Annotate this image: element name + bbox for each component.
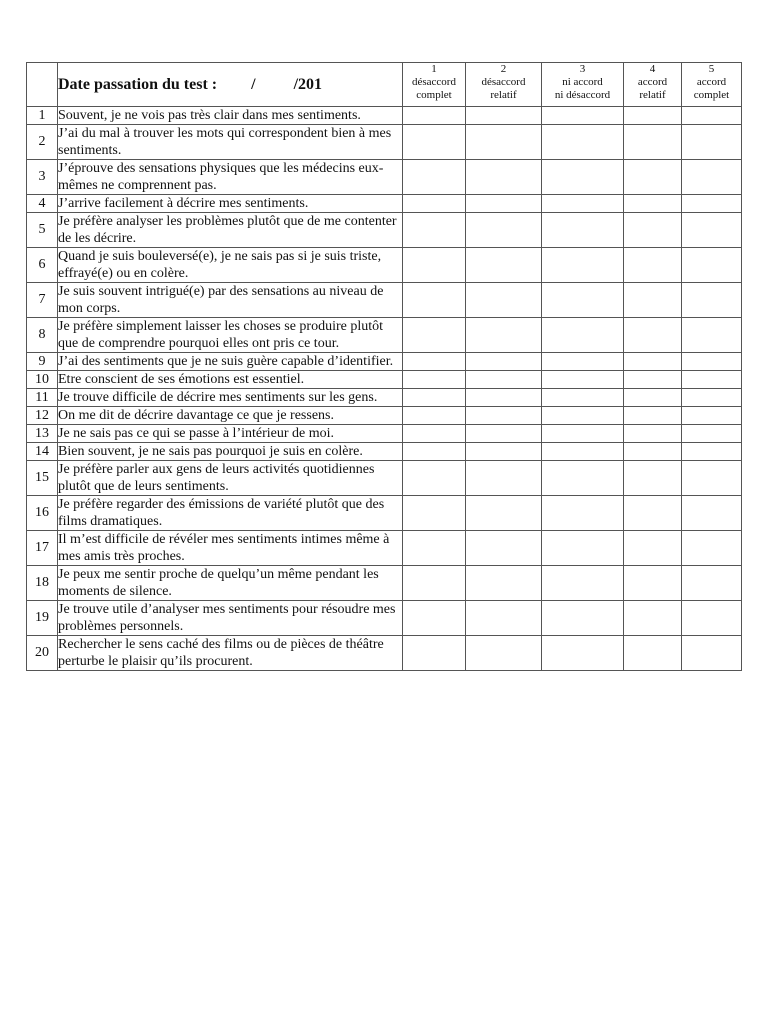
question-number: 12 [27,407,58,425]
question-row [27,213,742,248]
question-row [27,389,742,407]
answer-cell-5[interactable] [682,125,742,160]
scale-header-3 [542,63,624,107]
answer-cell-2[interactable] [466,371,542,389]
question-text: Je préfère regarder des émissions de variété plutôt que des films dramatiques. [58,496,403,531]
answer-cell-4[interactable] [624,248,682,283]
answer-cell-3[interactable] [542,318,624,353]
question-number: 8 [27,318,58,353]
question-text: Je préfère analyser les problèmes plutôt que de me contenter de les décrire. [58,213,403,248]
answer-cell-3[interactable] [542,425,624,443]
answer-cell-4[interactable] [624,107,682,125]
question-row [27,353,742,371]
answer-cell-4[interactable] [624,318,682,353]
answer-cell-4[interactable] [624,213,682,248]
answer-cell-2[interactable] [466,353,542,371]
question-row [27,566,742,601]
question-number: 7 [27,283,58,318]
scale-number: 3 [579,63,586,75]
question-text: Je trouve utile d’analyser mes sentiments pour résoudre mes problèmes personnels. [58,601,403,636]
question-number: 18 [27,566,58,601]
answer-cell-3[interactable] [542,407,624,425]
answer-cell-1[interactable] [403,195,466,213]
answer-cell-2[interactable] [466,566,542,601]
question-row [27,461,742,496]
answer-cell-5[interactable] [682,531,742,566]
question-number: 2 [27,125,58,160]
answer-cell-5[interactable] [682,107,742,125]
answer-cell-2[interactable] [466,318,542,353]
answer-cell-1[interactable] [403,425,466,443]
header-corner-cell [27,63,58,107]
question-row [27,107,742,125]
answer-cell-5[interactable] [682,443,742,461]
answer-cell-3[interactable] [542,125,624,160]
answer-cell-5[interactable] [682,248,742,283]
answer-cell-4[interactable] [624,283,682,318]
answer-cell-3[interactable] [542,371,624,389]
answer-cell-1[interactable] [403,283,466,318]
answer-cell-2[interactable] [466,425,542,443]
answer-cell-3[interactable] [542,213,624,248]
answer-cell-5[interactable] [682,601,742,636]
answer-cell-3[interactable] [542,443,624,461]
answer-cell-2[interactable] [466,389,542,407]
question-number: 14 [27,443,58,461]
question-number: 19 [27,601,58,636]
answer-cell-2[interactable] [466,107,542,125]
scale-number: 1 [431,63,437,75]
answer-cell-4[interactable] [624,160,682,195]
answer-cell-4[interactable] [624,443,682,461]
question-row [27,195,742,213]
scale-label: ni accord [562,76,603,88]
question-number: 10 [27,371,58,389]
question-number: 4 [27,195,58,213]
question-text: Je préfère parler aux gens de leurs activités quotidiennes plutôt que de leurs sentiments. [58,461,403,496]
scale-number: 5 [708,63,715,75]
test-date-label: Date passation du test : [58,75,218,93]
question-row [27,496,742,531]
question-number: 16 [27,496,58,531]
answer-cell-4[interactable] [624,496,682,531]
answer-cell-3[interactable] [542,496,624,531]
question-text: J’ai du mal à trouver les mots qui correspondent bien à mes sentiments. [58,125,403,160]
scale-label: accord [696,76,727,88]
answer-cell-3[interactable] [542,636,624,671]
answer-cell-5[interactable] [682,371,742,389]
answer-cell-2[interactable] [466,195,542,213]
question-number: 6 [27,248,58,283]
question-text: J’arrive facilement à décrire mes sentiments. [58,195,403,213]
answer-cell-4[interactable] [624,195,682,213]
answer-cell-3[interactable] [542,566,624,601]
question-text: Je peux me sentir proche de quelqu’un même pendant les moments de silence. [58,566,403,601]
answer-cell-5[interactable] [682,461,742,496]
question-row [27,371,742,389]
answer-cell-3[interactable] [542,195,624,213]
header-row [27,63,742,107]
question-number: 1 [27,107,58,125]
answer-cell-2[interactable] [466,531,542,566]
question-text: Il m’est difficile de révéler mes sentiments intimes même à mes amis très proches. [58,531,403,566]
answer-cell-1[interactable] [403,125,466,160]
question-row [27,318,742,353]
question-text: Je trouve difficile de décrire mes sentiments sur les gens. [58,389,403,407]
answer-cell-5[interactable] [682,407,742,425]
answer-cell-4[interactable] [624,531,682,566]
answer-cell-4[interactable] [624,461,682,496]
scale-header-4 [624,63,682,107]
answer-cell-3[interactable] [542,248,624,283]
answer-cell-3[interactable] [542,283,624,318]
question-number: 11 [27,389,58,407]
answer-cell-2[interactable] [466,496,542,531]
question-number: 17 [27,531,58,566]
answer-cell-5[interactable] [682,496,742,531]
answer-cell-4[interactable] [624,636,682,671]
answer-cell-1[interactable] [403,496,466,531]
question-list [27,107,742,671]
question-number: 9 [27,353,58,371]
answer-cell-1[interactable] [403,407,466,425]
question-row [27,443,742,461]
question-text: Rechercher le sens caché des films ou de pièces de théâtre perturbe le plaisir qu’ils procurent. [58,636,403,671]
test-date-header [58,63,403,107]
answer-cell-1[interactable] [403,318,466,353]
question-row [27,531,742,566]
answer-cell-3[interactable] [542,160,624,195]
answer-cell-2[interactable] [466,160,542,195]
scale-label: relatif [490,89,517,101]
answer-cell-1[interactable] [403,566,466,601]
question-text: J’ai des sentiments que je ne suis guère capable d’identifier. [58,353,403,371]
scale-header-2 [466,63,542,107]
test-date-separator: / [251,75,256,93]
answer-cell-1[interactable] [403,636,466,671]
scale-number: 2 [500,63,507,75]
question-text: Bien souvent, je ne sais pas pourquoi je suis en colère. [58,443,403,461]
question-row [27,125,742,160]
answer-cell-2[interactable] [466,636,542,671]
answer-cell-1[interactable] [403,601,466,636]
answer-cell-3[interactable] [542,531,624,566]
questionnaire-table [26,62,742,671]
answer-cell-5[interactable] [682,425,742,443]
answer-cell-4[interactable] [624,125,682,160]
question-text: J’éprouve des sensations physiques que les médecins eux-mêmes ne comprennent pas. [58,160,403,195]
question-text: Etre conscient de ses émotions est essentiel. [58,371,403,389]
answer-cell-2[interactable] [466,443,542,461]
answer-cell-3[interactable] [542,353,624,371]
answer-cell-2[interactable] [466,213,542,248]
answer-cell-2[interactable] [466,601,542,636]
answer-cell-3[interactable] [542,389,624,407]
answer-cell-1[interactable] [403,353,466,371]
answer-cell-1[interactable] [403,371,466,389]
scale-label: complet [693,89,730,101]
question-text: Quand je suis bouleversé(e), je ne sais pas si je suis triste, effrayé(e) ou en colère. [58,248,403,283]
answer-cell-5[interactable] [682,389,742,407]
answer-cell-4[interactable] [624,353,682,371]
answer-cell-2[interactable] [466,248,542,283]
answer-cell-4[interactable] [624,389,682,407]
scale-label: accord [637,76,668,88]
answer-cell-3[interactable] [542,601,624,636]
answer-cell-5[interactable] [682,213,742,248]
question-row [27,407,742,425]
question-number: 15 [27,461,58,496]
answer-cell-1[interactable] [403,107,466,125]
answer-cell-1[interactable] [403,461,466,496]
answer-cell-5[interactable] [682,353,742,371]
answer-cell-1[interactable] [403,443,466,461]
test-date-year: /201 [293,75,323,93]
question-row [27,601,742,636]
scale-number: 4 [649,63,656,75]
scale-label: relatif [639,89,666,101]
question-number: 13 [27,425,58,443]
question-row [27,160,742,195]
answer-cell-2[interactable] [466,125,542,160]
answer-cell-5[interactable] [682,636,742,671]
answer-cell-2[interactable] [466,461,542,496]
question-text: Je suis souvent intrigué(e) par des sensations au niveau de mon corps. [58,283,403,318]
scale-header-5 [682,63,742,107]
answer-cell-4[interactable] [624,566,682,601]
answer-cell-1[interactable] [403,531,466,566]
answer-cell-1[interactable] [403,213,466,248]
answer-cell-1[interactable] [403,248,466,283]
answer-cell-1[interactable] [403,389,466,407]
question-text: Je préfère simplement laisser les choses se produire plutôt que de comprendre pourquoi elles ont pris ce tour. [58,318,403,353]
answer-cell-5[interactable] [682,318,742,353]
answer-cell-4[interactable] [624,407,682,425]
answer-cell-5[interactable] [682,195,742,213]
question-number: 5 [27,213,58,248]
question-text: Je ne sais pas ce qui se passe à l’intérieur de moi. [58,425,403,443]
scale-label: désaccord [481,76,526,88]
answer-cell-5[interactable] [682,283,742,318]
scale-label: ni désaccord [554,89,611,101]
question-row [27,283,742,318]
question-row [27,636,742,671]
scale-header-1 [403,63,466,107]
scale-label: désaccord [412,76,456,88]
answer-cell-4[interactable] [624,425,682,443]
scale-label: complet [416,89,452,101]
answer-cell-4[interactable] [624,601,682,636]
answer-cell-3[interactable] [542,107,624,125]
question-text: On me dit de décrire davantage ce que je ressens. [58,407,403,425]
question-row [27,425,742,443]
answer-cell-5[interactable] [682,160,742,195]
answer-cell-2[interactable] [466,407,542,425]
answer-cell-3[interactable] [542,461,624,496]
question-number: 20 [27,636,58,671]
answer-cell-1[interactable] [403,160,466,195]
question-number: 3 [27,160,58,195]
question-row [27,248,742,283]
answer-cell-4[interactable] [624,371,682,389]
answer-cell-5[interactable] [682,566,742,601]
question-text: Souvent, je ne vois pas très clair dans mes sentiments. [58,107,403,125]
answer-cell-2[interactable] [466,283,542,318]
